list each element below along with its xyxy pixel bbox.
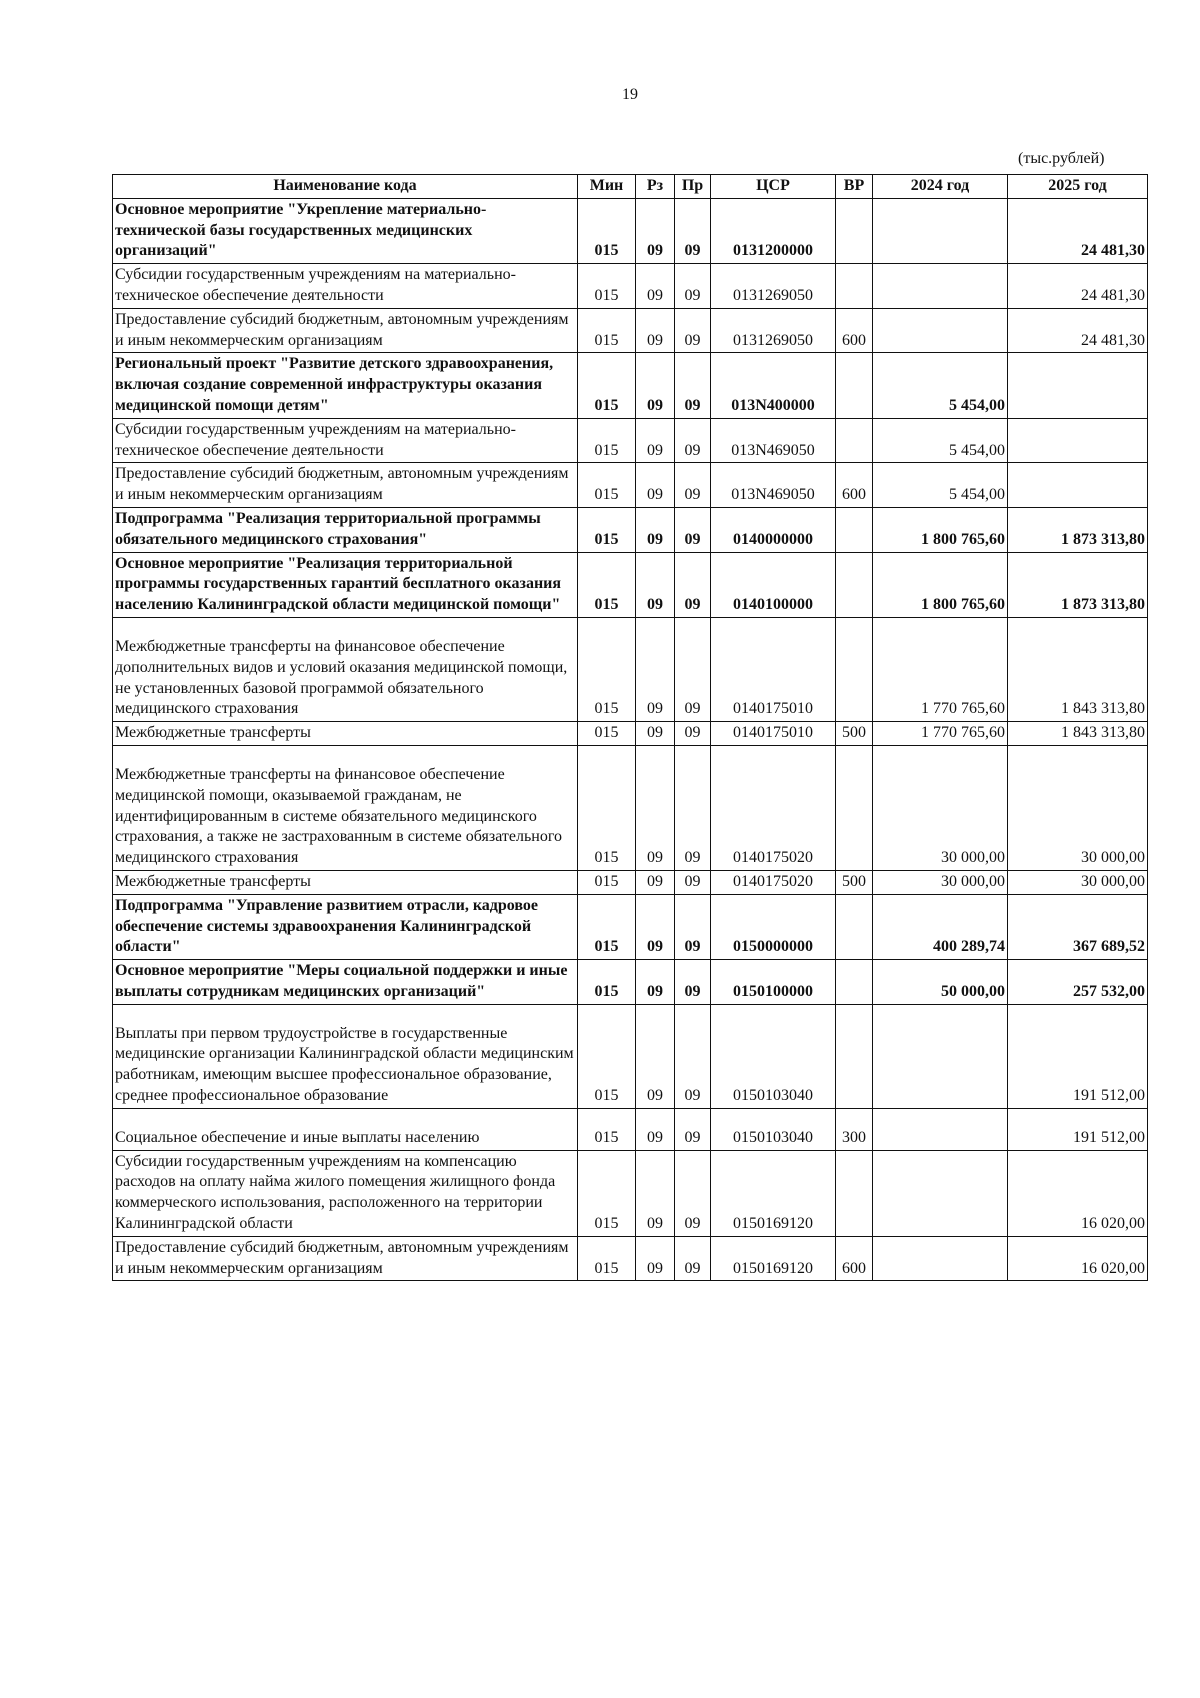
cell-2024: 400 289,74 bbox=[873, 894, 1008, 959]
cell-name bbox=[113, 1108, 578, 1150]
cell-2025: 30 000,00 bbox=[1008, 745, 1148, 870]
cell-pr: 09 bbox=[675, 198, 711, 263]
cell-2024 bbox=[873, 1236, 1008, 1281]
cell-pr: 09 bbox=[675, 308, 711, 353]
cell-2025: 191 512,00 bbox=[1008, 1108, 1148, 1150]
cell-csr: 0140175020 bbox=[711, 870, 836, 894]
cell-rz: 09 bbox=[636, 1236, 675, 1281]
cell-name: Основное мероприятие "Укрепление материально-технической базы государственных медицинских организаций" bbox=[113, 198, 578, 263]
cell-rz: 09 bbox=[636, 960, 675, 1005]
cell-pr: 09 bbox=[675, 617, 711, 721]
cell-min: 015 bbox=[578, 198, 636, 263]
cell-2024 bbox=[873, 198, 1008, 263]
header-csr: ЦСР bbox=[711, 175, 836, 199]
cell-2025: 257 532,00 bbox=[1008, 960, 1148, 1005]
cell-rz: 09 bbox=[636, 617, 675, 721]
cell-min: 015 bbox=[578, 1108, 636, 1150]
cell-pr: 09 bbox=[675, 870, 711, 894]
cell-csr: 0150169120 bbox=[711, 1150, 836, 1236]
table-header-row bbox=[113, 175, 1148, 199]
cell-rz: 09 bbox=[636, 353, 675, 418]
cell-2024 bbox=[873, 1108, 1008, 1150]
cell-2024: 30 000,00 bbox=[873, 745, 1008, 870]
cell-vr: 500 bbox=[836, 870, 873, 894]
cell-pr: 09 bbox=[675, 960, 711, 1005]
cell-2024: 1 800 765,60 bbox=[873, 552, 1008, 617]
cell-pr: 09 bbox=[675, 745, 711, 870]
cell-pr: 09 bbox=[675, 507, 711, 552]
cell-vr: 300 bbox=[836, 1108, 873, 1150]
cell-name: Основное мероприятие "Реализация территориальной программы государственных гарантий бесплатного оказания населению Калининградской области медицинской помощи" bbox=[113, 552, 578, 617]
header-rz: Рз bbox=[636, 175, 675, 199]
table-row bbox=[113, 722, 1148, 746]
cell-rz: 09 bbox=[636, 894, 675, 959]
cell-2024: 1 770 765,60 bbox=[873, 617, 1008, 721]
cell-min: 015 bbox=[578, 1004, 636, 1108]
cell-name bbox=[113, 745, 578, 870]
cell-2024: 1 770 765,60 bbox=[873, 722, 1008, 746]
cell-vr bbox=[836, 418, 873, 463]
cell-min: 015 bbox=[578, 960, 636, 1005]
cell-pr: 09 bbox=[675, 1108, 711, 1150]
cell-csr: 0140175020 bbox=[711, 745, 836, 870]
cell-min: 015 bbox=[578, 418, 636, 463]
cell-2024: 50 000,00 bbox=[873, 960, 1008, 1005]
cell-csr: 0131200000 bbox=[711, 198, 836, 263]
cell-min: 015 bbox=[578, 1150, 636, 1236]
table-row bbox=[113, 308, 1148, 353]
table-row bbox=[113, 507, 1148, 552]
header-vr: ВР bbox=[836, 175, 873, 199]
cell-csr: 0150000000 bbox=[711, 894, 836, 959]
cell-min: 015 bbox=[578, 507, 636, 552]
cell-rz: 09 bbox=[636, 1108, 675, 1150]
cell-2024: 5 454,00 bbox=[873, 353, 1008, 418]
cell-2024: 5 454,00 bbox=[873, 418, 1008, 463]
cell-csr: 0131269050 bbox=[711, 308, 836, 353]
table-row bbox=[113, 1004, 1148, 1108]
cell-vr bbox=[836, 1150, 873, 1236]
cell-vr bbox=[836, 198, 873, 263]
cell-2024 bbox=[873, 1150, 1008, 1236]
cell-name bbox=[113, 617, 578, 721]
cell-rz: 09 bbox=[636, 722, 675, 746]
cell-min: 015 bbox=[578, 745, 636, 870]
table-row bbox=[113, 552, 1148, 617]
cell-2025 bbox=[1008, 418, 1148, 463]
cell-csr: 0150100000 bbox=[711, 960, 836, 1005]
table-row bbox=[113, 617, 1148, 721]
cell-pr: 09 bbox=[675, 894, 711, 959]
table-row bbox=[113, 745, 1148, 870]
cell-rz: 09 bbox=[636, 264, 675, 309]
cell-name: Основное мероприятие "Меры социальной поддержки и иные выплаты сотрудникам медицинских организаций" bbox=[113, 960, 578, 1005]
cell-name-text: Межбюджетные трансферты на финансовое обеспечение медицинской помощи, оказываемой гражданам, не идентифицированным в системе обязательного медицинского страхования, а также не застрахованным в системе обязательного медицинского страхования bbox=[115, 765, 562, 867]
cell-pr: 09 bbox=[675, 552, 711, 617]
table-row bbox=[113, 463, 1148, 508]
cell-2024 bbox=[873, 1004, 1008, 1108]
table-row bbox=[113, 264, 1148, 309]
cell-pr: 09 bbox=[675, 1004, 711, 1108]
cell-csr: 0150169120 bbox=[711, 1236, 836, 1281]
table-row bbox=[113, 353, 1148, 418]
cell-vr bbox=[836, 507, 873, 552]
cell-name-text: Выплаты при первом трудоустройстве в государственные медицинские организации Калининградской области медицинским работникам, имеющим высшее профессиональное образование, среднее профессиональное образование bbox=[115, 1024, 574, 1105]
cell-2024 bbox=[873, 308, 1008, 353]
cell-name: Подпрограмма "Реализация территориальной программы обязательного медицинского страхования" bbox=[113, 507, 578, 552]
cell-vr bbox=[836, 617, 873, 721]
cell-vr bbox=[836, 745, 873, 870]
cell-name: Предоставление субсидий бюджетным, автономным учреждениям и иным некоммерческим организациям bbox=[113, 308, 578, 353]
cell-2025: 30 000,00 bbox=[1008, 870, 1148, 894]
table-row bbox=[113, 1236, 1148, 1281]
header-name: Наименование кода bbox=[113, 175, 578, 199]
cell-min: 015 bbox=[578, 353, 636, 418]
cell-2025: 24 481,30 bbox=[1008, 264, 1148, 309]
table-row bbox=[113, 1150, 1148, 1236]
table-row bbox=[113, 870, 1148, 894]
header-2024: 2024 год bbox=[873, 175, 1008, 199]
cell-pr: 09 bbox=[675, 264, 711, 309]
header-pr: Пр bbox=[675, 175, 711, 199]
cell-min: 015 bbox=[578, 308, 636, 353]
cell-2025: 1 873 313,80 bbox=[1008, 507, 1148, 552]
cell-pr: 09 bbox=[675, 722, 711, 746]
cell-vr bbox=[836, 960, 873, 1005]
cell-vr bbox=[836, 552, 873, 617]
cell-name-text: Социальное обеспечение и иные выплаты населению bbox=[115, 1128, 480, 1146]
cell-pr: 09 bbox=[675, 463, 711, 508]
cell-pr: 09 bbox=[675, 418, 711, 463]
cell-2025: 16 020,00 bbox=[1008, 1236, 1148, 1281]
table-row bbox=[113, 1108, 1148, 1150]
cell-rz: 09 bbox=[636, 870, 675, 894]
cell-name: Предоставление субсидий бюджетным, автономным учреждениям и иным некоммерческим организациям bbox=[113, 463, 578, 508]
cell-rz: 09 bbox=[636, 1150, 675, 1236]
cell-csr: 0140175010 bbox=[711, 722, 836, 746]
cell-min: 015 bbox=[578, 870, 636, 894]
cell-pr: 09 bbox=[675, 1150, 711, 1236]
cell-min: 015 bbox=[578, 264, 636, 309]
cell-vr bbox=[836, 894, 873, 959]
cell-2025: 24 481,30 bbox=[1008, 308, 1148, 353]
cell-2025: 191 512,00 bbox=[1008, 1004, 1148, 1108]
cell-name: Межбюджетные трансферты bbox=[113, 870, 578, 894]
cell-name: Региональный проект "Развитие детского здравоохранения, включая создание современной инфраструктуры оказания медицинской помощи детям" bbox=[113, 353, 578, 418]
cell-pr: 09 bbox=[675, 1236, 711, 1281]
cell-vr bbox=[836, 1004, 873, 1108]
cell-2025: 1 843 313,80 bbox=[1008, 722, 1148, 746]
cell-rz: 09 bbox=[636, 745, 675, 870]
cell-2025: 1 873 313,80 bbox=[1008, 552, 1148, 617]
cell-min: 015 bbox=[578, 617, 636, 721]
cell-2025 bbox=[1008, 463, 1148, 508]
cell-2024: 1 800 765,60 bbox=[873, 507, 1008, 552]
cell-csr: 0150103040 bbox=[711, 1108, 836, 1150]
cell-csr: 013N400000 bbox=[711, 353, 836, 418]
cell-csr: 013N469050 bbox=[711, 418, 836, 463]
cell-name: Субсидии государственным учреждениям на материально-техническое обеспечение деятельности bbox=[113, 418, 578, 463]
cell-min: 015 bbox=[578, 722, 636, 746]
cell-name: Субсидии государственным учреждениям на материально-техническое обеспечение деятельности bbox=[113, 264, 578, 309]
table-row bbox=[113, 960, 1148, 1005]
cell-csr: 013N469050 bbox=[711, 463, 836, 508]
table-row bbox=[113, 894, 1148, 959]
cell-2025: 24 481,30 bbox=[1008, 198, 1148, 263]
cell-min: 015 bbox=[578, 552, 636, 617]
cell-csr: 0140100000 bbox=[711, 552, 836, 617]
cell-csr: 0131269050 bbox=[711, 264, 836, 309]
budget-table bbox=[112, 174, 1148, 1281]
cell-2024: 30 000,00 bbox=[873, 870, 1008, 894]
cell-vr: 600 bbox=[836, 1236, 873, 1281]
cell-rz: 09 bbox=[636, 1004, 675, 1108]
cell-2025: 1 843 313,80 bbox=[1008, 617, 1148, 721]
cell-2025: 16 020,00 bbox=[1008, 1150, 1148, 1236]
cell-name bbox=[113, 1004, 578, 1108]
page-number: 19 bbox=[622, 86, 638, 103]
cell-name: Подпрограмма "Управление развитием отрасли, кадровое обеспечение системы здравоохранения Калининградской области" bbox=[113, 894, 578, 959]
header-2025: 2025 год bbox=[1008, 175, 1148, 199]
cell-rz: 09 bbox=[636, 463, 675, 508]
cell-2024 bbox=[873, 264, 1008, 309]
cell-pr: 09 bbox=[675, 353, 711, 418]
cell-rz: 09 bbox=[636, 418, 675, 463]
cell-2025 bbox=[1008, 353, 1148, 418]
header-min: Мин bbox=[578, 175, 636, 199]
table-row bbox=[113, 418, 1148, 463]
cell-name: Межбюджетные трансферты bbox=[113, 722, 578, 746]
cell-vr: 500 bbox=[836, 722, 873, 746]
table-row bbox=[113, 198, 1148, 263]
units-label: (тыс.рублей) bbox=[1018, 150, 1105, 167]
cell-vr: 600 bbox=[836, 308, 873, 353]
cell-csr: 0140175010 bbox=[711, 617, 836, 721]
cell-min: 015 bbox=[578, 463, 636, 508]
cell-2024: 5 454,00 bbox=[873, 463, 1008, 508]
cell-vr bbox=[836, 264, 873, 309]
cell-min: 015 bbox=[578, 1236, 636, 1281]
cell-2025: 367 689,52 bbox=[1008, 894, 1148, 959]
cell-min: 015 bbox=[578, 894, 636, 959]
cell-vr bbox=[836, 353, 873, 418]
cell-rz: 09 bbox=[636, 507, 675, 552]
cell-name-text: Межбюджетные трансферты на финансовое обеспечение дополнительных видов и условий оказания медицинской помощи, не установленных базовой программой обязательного медицинского страхования bbox=[115, 637, 568, 718]
cell-csr: 0140000000 bbox=[711, 507, 836, 552]
cell-name: Предоставление субсидий бюджетным, автономным учреждениям и иным некоммерческим организациям bbox=[113, 1236, 578, 1281]
cell-csr: 0150103040 bbox=[711, 1004, 836, 1108]
cell-rz: 09 bbox=[636, 308, 675, 353]
cell-vr: 600 bbox=[836, 463, 873, 508]
cell-rz: 09 bbox=[636, 198, 675, 263]
cell-name: Субсидии государственным учреждениям на компенсацию расходов на оплату найма жилого помещения жилищного фонда коммерческого использования, расположенного на территории Калининградской области bbox=[113, 1150, 578, 1236]
cell-rz: 09 bbox=[636, 552, 675, 617]
